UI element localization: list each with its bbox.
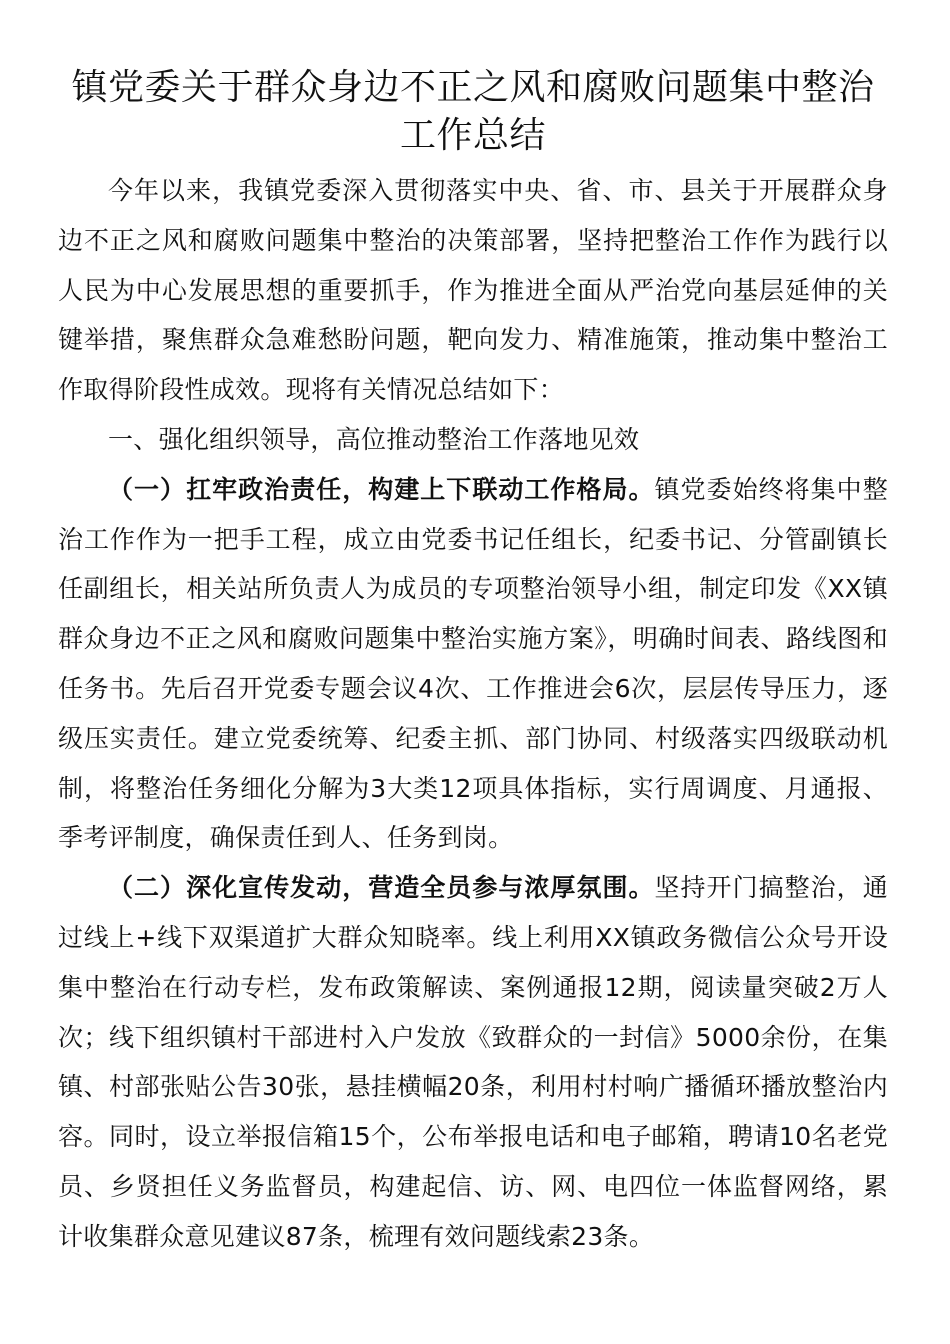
item-body-2: 坚持开门搞整治，通过线上+线下双渠道扩大群众知晓率。线上利用XX镇政务微信公众号开设集中整治在行动专栏，发布政策解读、案例通报12期，阅读量突破2万人次；线下组织镇村干部进村入户发放《致群众的一封信》5000余份，在集镇、村部张贴公告30张，悬挂横幅20条，利用村村响广播循环播放整治内容。同时，设立举报信箱15个，公布举报电话和电子邮箱，聘请10名老党员、乡贤担任义务监督员，构建起信、访、网、电四位一体监督网络，累计收集群众意见建议87条，梳理有效问题线索23条。	[58, 873, 888, 1251]
item-lead-2: （二）深化宣传发动，营造全员参与浓厚氛围。	[108, 873, 655, 903]
item-lead-1: （一）扛牢政治责任，构建上下联动工作格局。	[108, 474, 655, 504]
item-paragraph-1	[58, 465, 888, 863]
intro-paragraph: 今年以来，我镇党委深入贯彻落实中央、省、市、县关于开展群众身边不正之风和腐败问题集中整治的决策部署，坚持把整治工作作为践行以人民为中心发展思想的重要抓手，作为推进全面从严治党向基层延伸的关键举措，聚焦群众急难愁盼问题，靶向发力、精准施策，推动集中整治工作取得阶段性成效。现将有关情况总结如下：	[58, 176, 888, 405]
item-paragraph-2	[58, 863, 888, 1261]
document-title: 镇党委关于群众身边不正之风和腐败问题集中整治工作总结	[71, 67, 875, 156]
section-heading: 一、强化组织领导，高位推动整治工作落地见效	[108, 424, 640, 454]
item-body-1: 镇党委始终将集中整治工作作为一把手工程，成立由党委书记任组长，纪委书记、分管副镇长任副组长，相关站所负责人为成员的专项整治领导小组，制定印发《XX镇群众身边不正之风和腐败问题集中整治实施方案》，明确时间表、路线图和任务书。先后召开党委专题会议4次、工作推进会6次，层层传导压力，逐级压实责任。建立党委统筹、纪委主抓、部门协同、村级落实四级联动机制，将整治任务细化分解为3大类12项具体指标，实行周调度、月通报、季考评制度，确保责任到人、任务到岗。	[58, 474, 888, 853]
